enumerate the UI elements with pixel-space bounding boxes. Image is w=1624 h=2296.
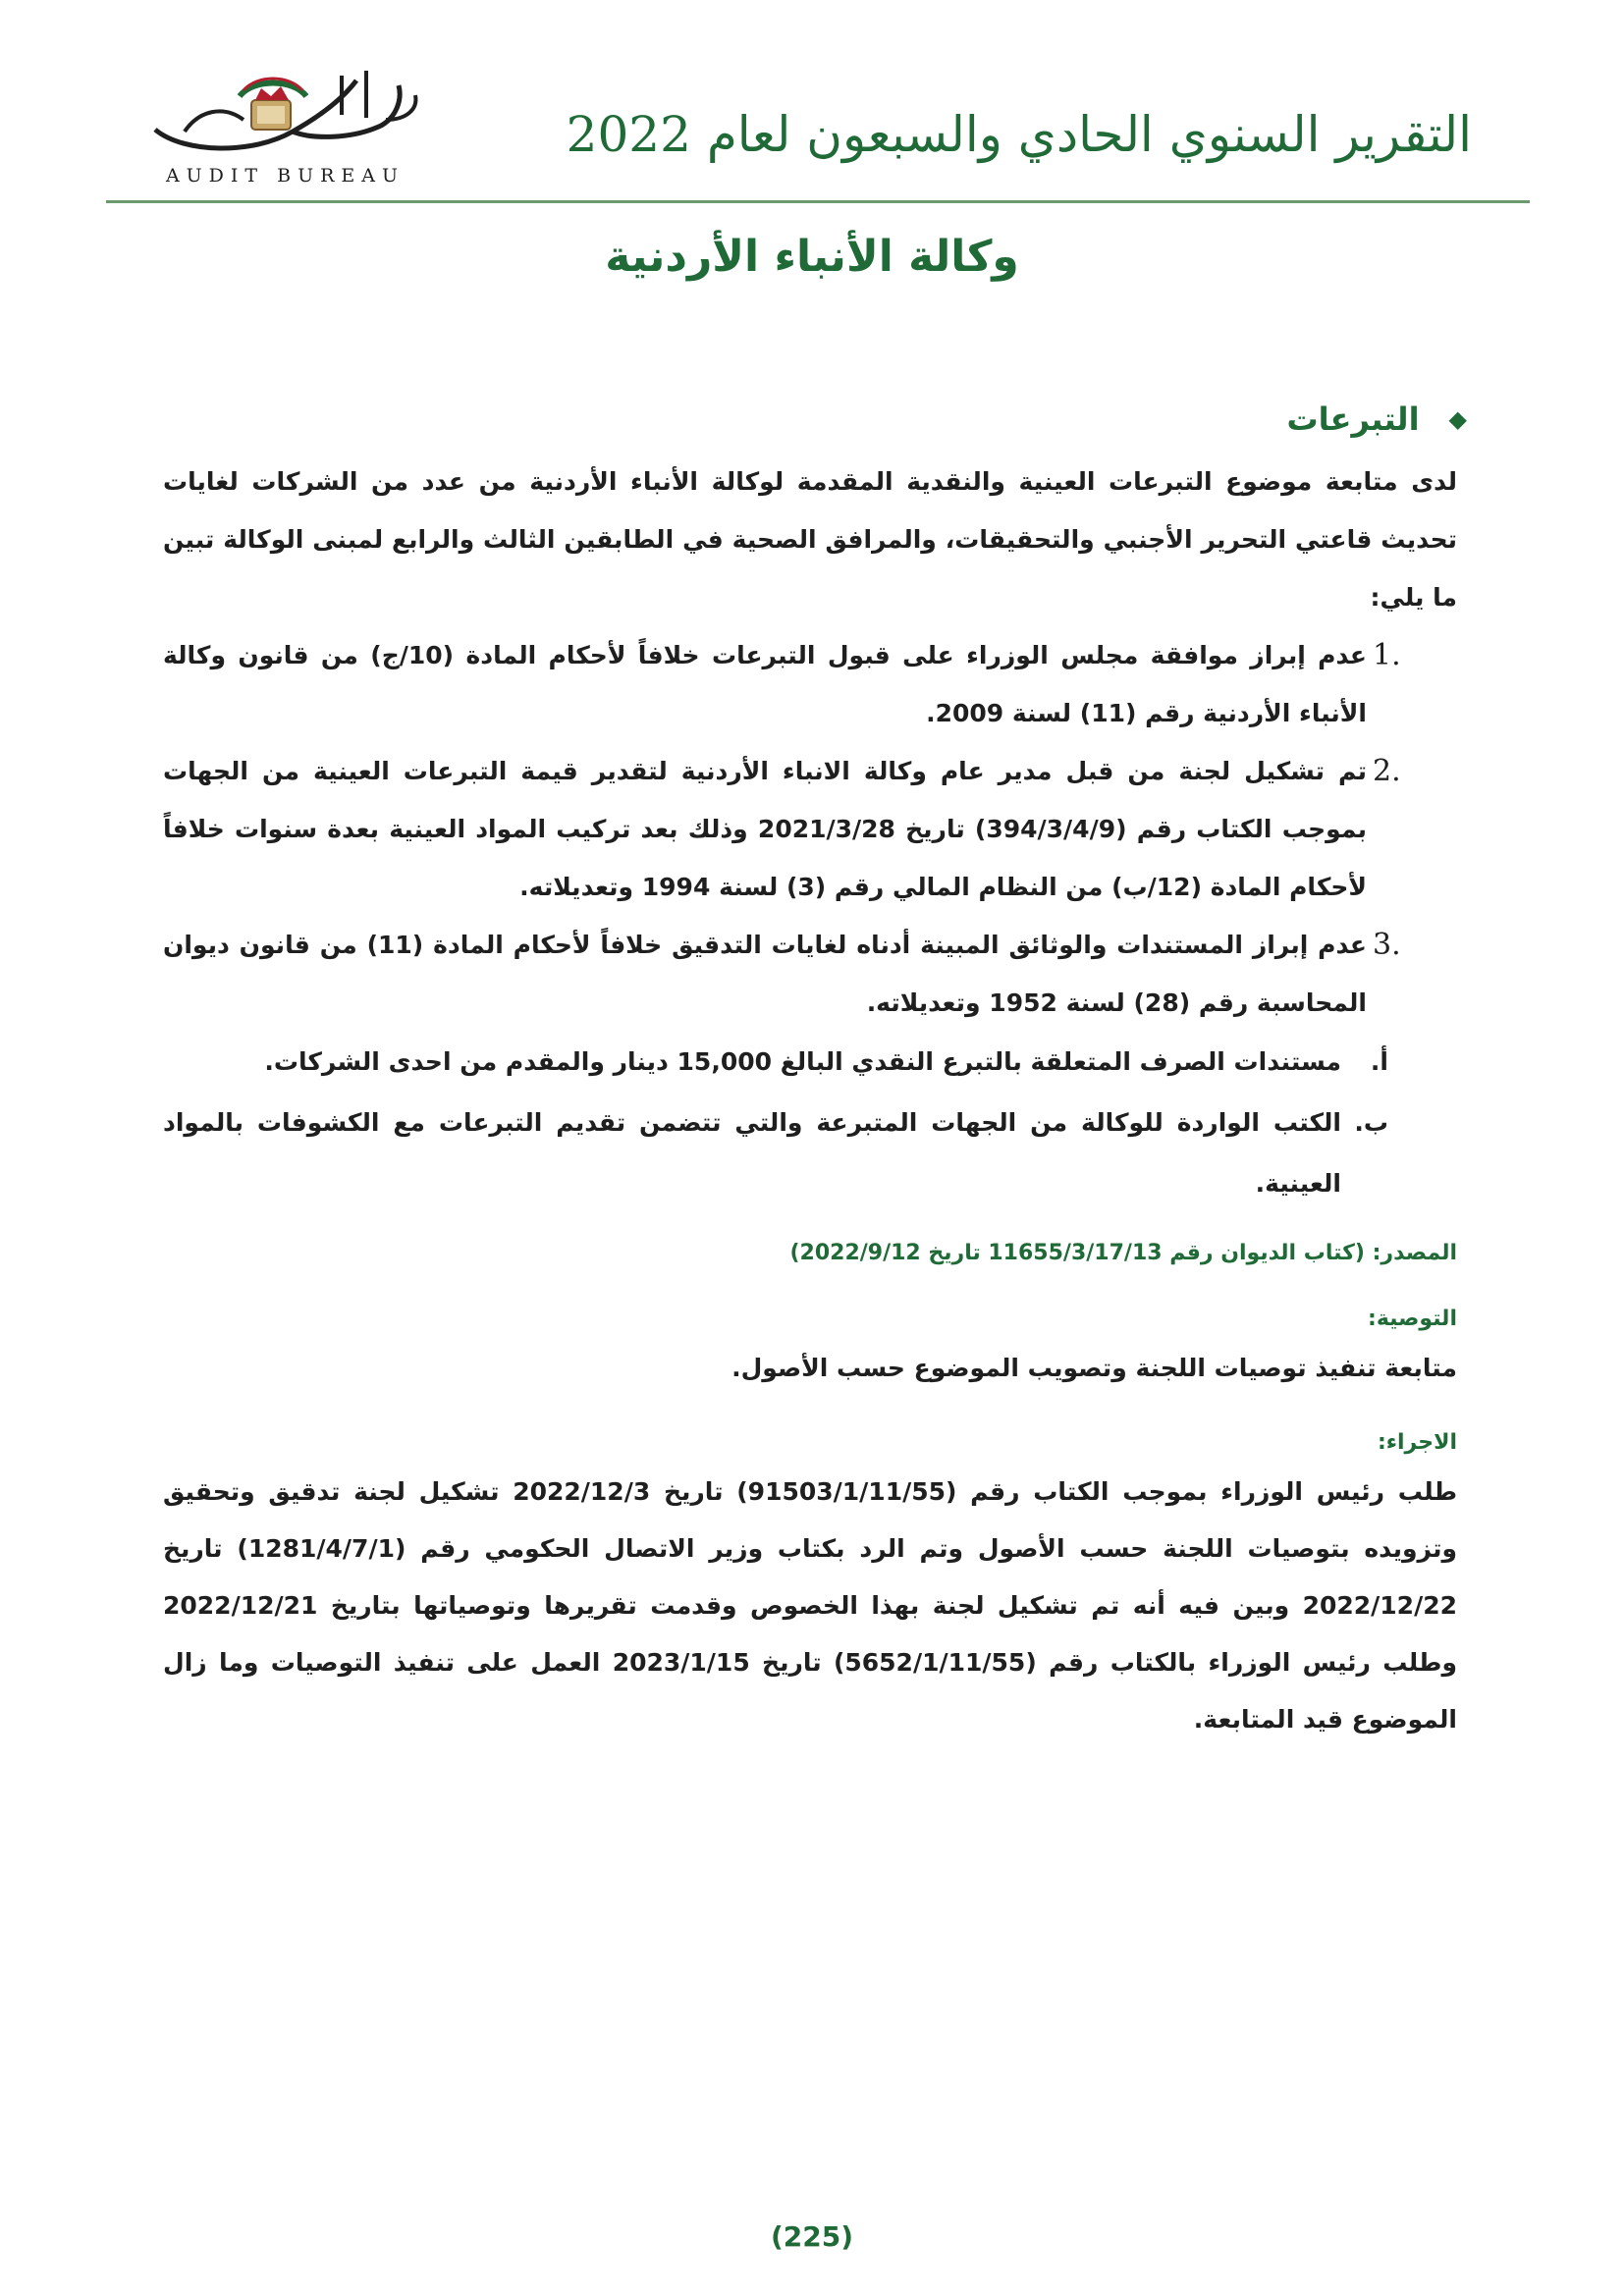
recommendation-text: متابعة تنفيذ توصيات اللجنة وتصويب الموضوع حسب الأصول. <box>731 1354 1457 1382</box>
findings-list <box>163 626 1457 1032</box>
item-number: 3. <box>1373 928 1401 962</box>
list-item <box>163 742 1457 916</box>
item-number: 2. <box>1373 754 1401 788</box>
sub-item-letter: ب. <box>1354 1108 1388 1137</box>
logo-english-caption: AUDIT BUREAU <box>165 165 406 187</box>
header-divider <box>106 200 1530 203</box>
sub-item-text: الكتب الواردة للوكالة من الجهات المتبرعة والتي تتضمن تقديم التبرعات مع الكشوفات بالمواد العينية. <box>163 1108 1341 1198</box>
logo-emblem-icon <box>145 61 425 169</box>
item-number: 1. <box>1373 638 1401 672</box>
item-text: عدم إبراز موافقة مجلس الوزراء على قبول التبرعات خلافاً لأحكام المادة (10/ج) من قانون وكالة الأنباء الأردنية رقم (11) لسنة 2009. <box>163 641 1367 727</box>
report-title: التقرير السنوي الحادي والسبعون لعام 2022 <box>566 106 1472 163</box>
source-reference: المصدر: (كتاب الديوان رقم 11655/3/17/13 تاريخ 2022/9/12) <box>789 1241 1457 1265</box>
sub-item-text: مستندات الصرف المتعلقة بالتبرع النقدي البالغ 15,000 دينار والمقدم من احدى الشركات. <box>264 1047 1341 1076</box>
main-content <box>163 391 1467 1748</box>
section-title: وكالة الأنباء الأردنية <box>605 232 1019 282</box>
audit-bureau-logo <box>145 61 425 188</box>
item-text: عدم إبراز المستندات والوثائق المبينة أدناه لغايات التدقيق خلافاً لأحكام المادة (11) من قانون ديوان المحاسبة رقم (28) لسنة 1952 وتعديلاته. <box>163 931 1368 1017</box>
topic-heading-text: التبرعات <box>1286 400 1420 438</box>
topic-heading <box>163 391 1467 449</box>
list-item <box>163 916 1457 1032</box>
action-text: طلب رئيس الوزراء بموجب الكتاب رقم (91503/1/11/55) تاريخ 2022/12/3 تشكيل لجنة تدقيق وتحقيق وتزويده بتوصيات اللجنة حسب الأصول وتم الرد بكتاب وزير الاتصال الحكومي رقم (1281/4/7/1) تاريخ 2022/12/22 وبين فيه أنه تم تشكيل لجنة بهذا الخصوص وقدمت تقريرها وتوصياتها بتاريخ 2022/12/21 وطلب رئيس الوزراء بالكتاب رقم (5652/1/11/55) تاريخ 2023/1/15 العمل على تنفيذ التوصيات وما زال الموضوع قيد المتابعة. <box>163 1477 1458 1734</box>
sub-item-letter: أ. <box>1370 1047 1388 1076</box>
sub-list-item <box>163 1093 1388 1214</box>
diamond-bullet-icon: ◆ <box>1448 405 1467 433</box>
recommendation-label: التوصية: <box>1368 1307 1457 1331</box>
sub-list-item <box>163 1032 1388 1093</box>
page-number: (225) <box>770 2220 854 2253</box>
item-text: تم تشكيل لجنة من قبل مدير عام وكالة الانباء الأردنية لتقدير قيمة التبرعات العينية من الجهات بموجب الكتاب رقم (394/3/4/9) تاريخ 2021/3/28 وذلك بعد تركيب المواد العينية بعدة سنوات خلافاً لأحكام المادة (12/ب) من النظام المالي رقم (3) لسنة 1994 وتعديلاته. <box>163 757 1367 901</box>
intro-paragraph: لدى متابعة موضوع التبرعات العينية والنقدية المقدمة لوكالة الأنباء الأردنية من عدد من الشركات لغايات تحديث قاعتي التحرير الأجنبي والتحقيقات، والمرافق الصحية في الطابقين الثالث والرابع لمبنى الوكالة تبين ما يلي: <box>163 467 1457 612</box>
list-item <box>163 626 1457 742</box>
action-label: الاجراء: <box>1377 1430 1457 1455</box>
